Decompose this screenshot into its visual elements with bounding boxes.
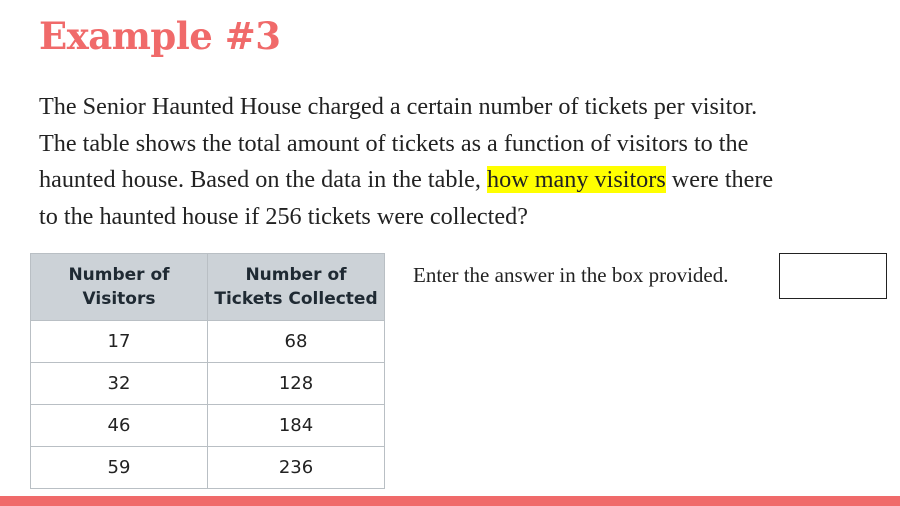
- problem-line: [39, 199, 859, 236]
- slide-title: Example #3: [39, 14, 281, 58]
- problem-line: [39, 126, 859, 163]
- problem-line: [39, 162, 859, 199]
- problem-text-segment: haunted house. Based on the data in the table,: [39, 166, 488, 193]
- header-tickets-label: Number of Tickets Collected: [214, 265, 378, 309]
- table-row: [31, 363, 385, 405]
- table-row: [31, 447, 385, 489]
- cell-visitors: 46: [31, 405, 208, 447]
- table-row: [31, 405, 385, 447]
- table-header-row: [31, 254, 385, 321]
- header-visitors-label: Number of Visitors: [68, 265, 170, 309]
- cell-visitors: 17: [31, 321, 208, 363]
- problem-text: [39, 89, 859, 235]
- bottom-accent-bar: [0, 496, 900, 506]
- problem-text-segment: to the haunted house if 256 tickets were collected?: [39, 202, 528, 230]
- header-tickets: [208, 254, 385, 321]
- problem-text-segment: were there: [665, 166, 774, 193]
- problem-text-segment: The Senior Haunted House charged a certain number of tickets per visitor.: [39, 93, 758, 120]
- problem-line: [39, 89, 859, 126]
- answer-input-box[interactable]: [779, 253, 887, 299]
- cell-visitors: 32: [31, 363, 208, 405]
- answer-prompt: Enter the answer in the box provided.: [413, 263, 729, 287]
- cell-tickets: 236: [208, 447, 385, 489]
- table-row: [31, 321, 385, 363]
- cell-tickets: 68: [208, 321, 385, 363]
- cell-tickets: 184: [208, 405, 385, 447]
- problem-text-segment: The table shows the total amount of tickets as a function of visitors to the: [39, 129, 749, 157]
- cell-visitors: 59: [31, 447, 208, 489]
- highlighted-phrase: how many visitors: [487, 166, 666, 193]
- data-table: [30, 253, 385, 489]
- header-visitors: [31, 254, 208, 321]
- cell-tickets: 128: [208, 363, 385, 405]
